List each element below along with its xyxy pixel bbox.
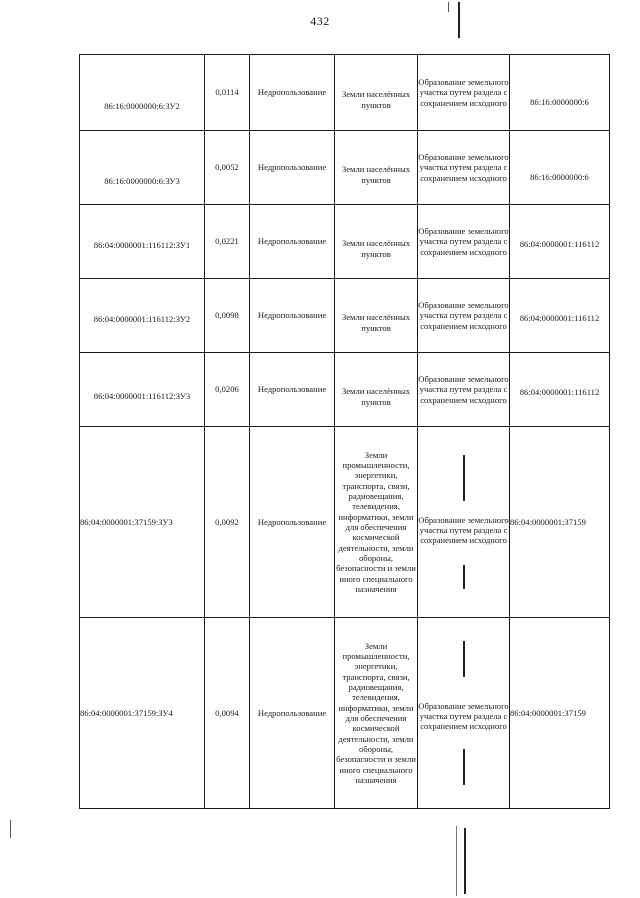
scan-artifact-line — [456, 826, 457, 896]
land-category-cell: Земли населённых пунктов — [335, 131, 418, 205]
land-category-cell: Земли промышленности, энергетики, транспорта, связи, радиовещания, телевидения, информатики, земли для обеспечения космической деятельности, земли обороны, безопасности и земли иного специального назначения — [335, 427, 418, 618]
source-plot-cell: 86:04:0000001:37159 — [510, 427, 610, 618]
permitted-use-cell: Недропользование — [250, 353, 335, 427]
formation-method-cell: Образование земельного участка путем раздела с сохранением исходного — [418, 427, 510, 618]
permitted-use-cell: Недропользование — [250, 205, 335, 279]
formation-method-cell: Образование земельного участка путем раздела с сохранением исходного — [418, 131, 510, 205]
table-row — [80, 427, 610, 618]
cadastral-number-cell: 86:16:0000000:6:ЗУ3 — [80, 131, 205, 205]
permitted-use-cell: Недропользование — [250, 618, 335, 809]
scan-artifact-line — [463, 749, 465, 785]
land-category-cell: Земли населённых пунктов — [335, 279, 418, 353]
source-plot-cell: 86:16:0000000:6 — [510, 131, 610, 205]
land-plot-table — [79, 54, 610, 809]
cadastral-number-cell: 86:04:0000001:116112:ЗУ1 — [80, 205, 205, 279]
area-cell: 0,0114 — [205, 55, 250, 131]
land-category-cell: Земли населённых пунктов — [335, 353, 418, 427]
source-plot-cell: 86:04:0000001:116112 — [510, 279, 610, 353]
formation-method-cell: Образование земельного участка путем раздела с сохранением исходного — [418, 353, 510, 427]
formation-method-cell: Образование земельного участка путем раздела с сохранением исходного — [418, 205, 510, 279]
area-cell: 0,0221 — [205, 205, 250, 279]
scan-artifact-line — [464, 828, 466, 894]
source-plot-cell: 86:04:0000001:116112 — [510, 205, 610, 279]
land-category-cell: Земли населённых пунктов — [335, 55, 418, 131]
scan-artifact-line — [458, 2, 460, 38]
scan-artifact-line — [448, 2, 449, 12]
area-cell: 0,0206 — [205, 353, 250, 427]
source-plot-cell: 86:04:0000001:116112 — [510, 353, 610, 427]
table-row — [80, 618, 610, 809]
table-row — [80, 131, 610, 205]
source-plot-cell: 86:04:0000001:37159 — [510, 618, 610, 809]
page-number: 432 — [310, 14, 330, 28]
cadastral-number-cell: 86:04:0000001:116112:ЗУ2 — [80, 279, 205, 353]
cadastral-number-cell: 86:04:0000001:116112:ЗУ3 — [80, 353, 205, 427]
table-row — [80, 353, 610, 427]
permitted-use-cell: Недропользование — [250, 427, 335, 618]
area-cell: 0,0052 — [205, 131, 250, 205]
permitted-use-cell: Недропользование — [250, 279, 335, 353]
scan-artifact-line — [463, 641, 465, 677]
permitted-use-cell: Недропользование — [250, 131, 335, 205]
area-cell: 0,0092 — [205, 427, 250, 618]
formation-method-cell: Образование земельного участка путем раздела с сохранением исходного — [418, 55, 510, 131]
scan-artifact-line — [463, 565, 465, 589]
scan-artifact-line — [463, 455, 465, 501]
table-row — [80, 205, 610, 279]
land-category-cell: Земли промышленности, энергетики, транспорта, связи, радиовещания, телевидения, информатики, земли для обеспечения космической деятельности, земли обороны, безопасности и земли иного специального назначения — [335, 618, 418, 809]
area-cell: 0,0098 — [205, 279, 250, 353]
cadastral-number-cell: 86:04:0000001:37159:ЗУ4 — [80, 618, 205, 809]
land-category-cell: Земли населённых пунктов — [335, 205, 418, 279]
permitted-use-cell: Недропользование — [250, 55, 335, 131]
scan-artifact-line — [10, 820, 11, 838]
table-row — [80, 279, 610, 353]
formation-method-cell: Образование земельного участка путем раздела с сохранением исходного — [418, 279, 510, 353]
source-plot-cell: 86:16:0000000:6 — [510, 55, 610, 131]
cadastral-number-cell: 86:16:0000000:6:ЗУ2 — [80, 55, 205, 131]
area-cell: 0,0094 — [205, 618, 250, 809]
cadastral-number-cell: 86:04:0000001:37159:ЗУ3 — [80, 427, 205, 618]
table-row — [80, 55, 610, 131]
formation-method-cell: Образование земельного участка путем раздела с сохранением исходного — [418, 618, 510, 809]
